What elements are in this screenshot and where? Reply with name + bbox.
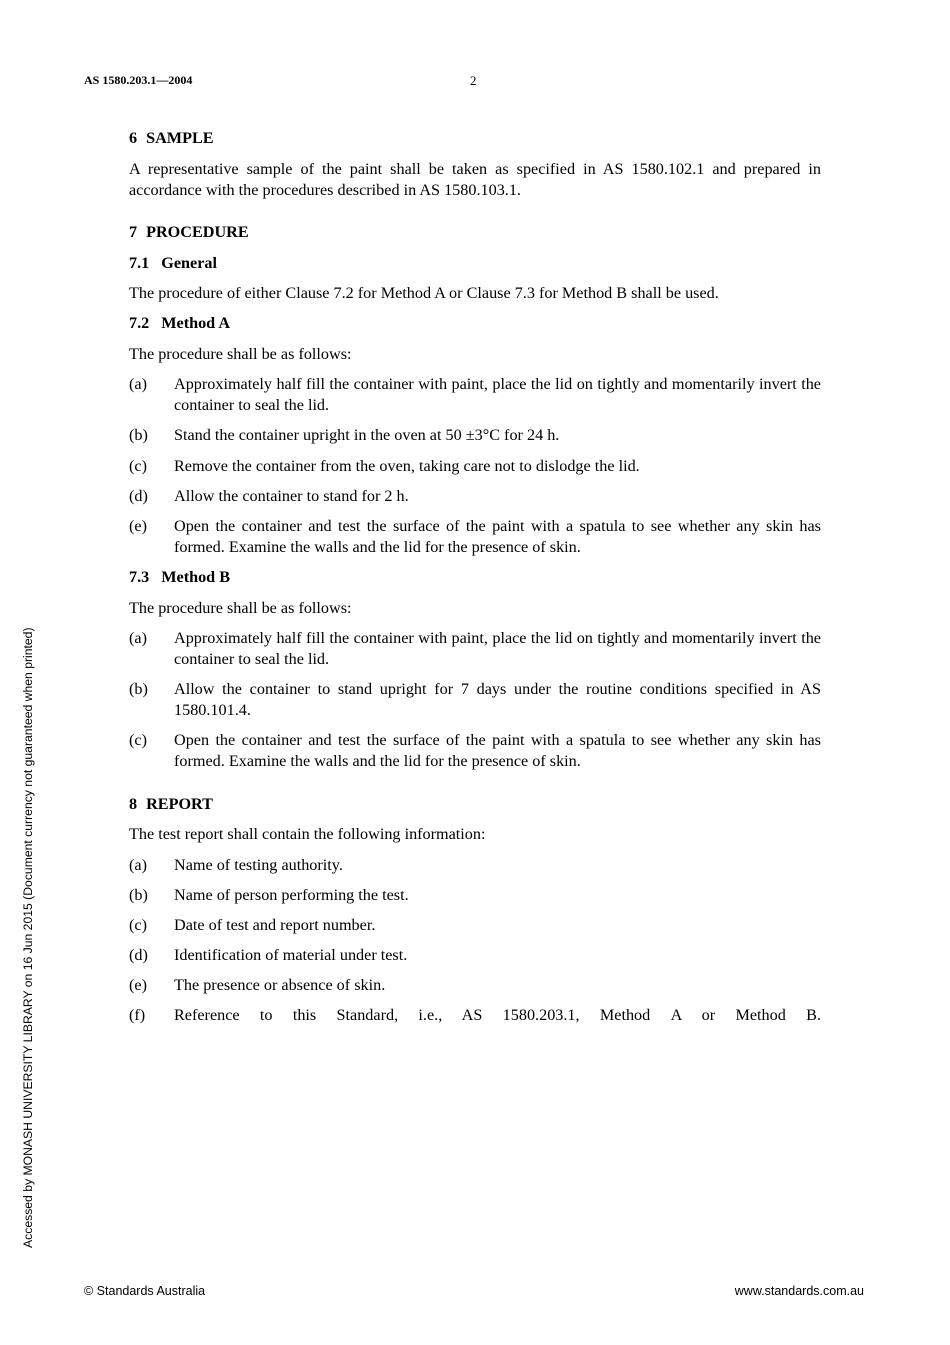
method-b-steps: [129, 628, 821, 772]
report-intro: The test report shall contain the following information:: [129, 825, 486, 843]
list-item-label: (a): [129, 856, 147, 874]
method-b-intro: The procedure shall be as follows:: [129, 599, 352, 617]
subsection-heading-general: [129, 253, 821, 274]
section-title: PROCEDURE: [146, 223, 249, 241]
footer-website: www.standards.com.au: [734, 1284, 864, 1298]
document-body: [129, 128, 821, 1026]
list-item-text: Remove the container from the oven, taking care not to dislodge the lid.: [174, 457, 640, 475]
list-item-text: Open the container and test the surface of the paint with a spatula to see whether any skin has formed. Examine the walls and the lid for the presence of skin.: [174, 517, 821, 556]
list-item-text: Date of test and report number.: [174, 916, 376, 934]
list-item-label: (b): [129, 426, 148, 444]
subsection-number: 7.2: [129, 314, 150, 332]
list-item: [129, 628, 821, 670]
list-item-label: (c): [129, 731, 147, 749]
list-item-label: (a): [129, 629, 147, 647]
list-item-label: (b): [129, 886, 148, 904]
list-item-text: Identification of material under test.: [174, 946, 408, 964]
list-item-text: Name of testing authority.: [174, 856, 343, 874]
list-item-text: Allow the container to stand upright for 7 days under the routine conditions specified in AS 1580.101.4.: [174, 680, 821, 719]
footer-copyright: © Standards Australia: [84, 1284, 206, 1298]
subsection-number: 7.3: [129, 568, 150, 586]
list-item: [129, 1005, 821, 1026]
list-item: [129, 486, 821, 507]
list-item-label: (d): [129, 487, 148, 505]
access-note: Accessed by MONASH UNIVERSITY LIBRARY on 16 Jun 2015 (Document currency not guaranteed when printed): [21, 627, 35, 1248]
list-item: [129, 975, 821, 996]
list-item: [129, 456, 821, 477]
list-item-text: Reference to this Standard, i.e., AS 1580.203.1, Method A or Method B.: [174, 1006, 821, 1024]
section-number: 7: [129, 223, 138, 241]
page-number: 2: [470, 73, 477, 88]
report-items: [129, 855, 821, 1026]
list-item-label: (d): [129, 946, 148, 964]
list-item-text: Allow the container to stand for 2 h.: [174, 487, 409, 505]
subsection-title: Method B: [161, 568, 231, 586]
list-item: [129, 679, 821, 721]
method-a-intro: The procedure shall be as follows:: [129, 345, 352, 363]
list-item-label: (a): [129, 375, 147, 393]
section-number: 6: [129, 129, 138, 147]
subsection-heading-method-a: [129, 313, 821, 334]
list-item-text: Approximately half fill the container with paint, place the lid on tightly and momentarily invert the container to seal the lid.: [174, 629, 821, 668]
list-item-label: (c): [129, 916, 147, 934]
sample-paragraph: A representative sample of the paint shall be taken as specified in AS 1580.102.1 and prepared in accordance with the procedures described in AS 1580.103.1.: [129, 160, 821, 199]
method-a-steps: [129, 374, 821, 558]
list-item-label: (b): [129, 680, 148, 698]
document-id: AS 1580.203.1—2004: [84, 73, 193, 87]
section-heading-sample: [129, 128, 821, 149]
subsection-number: 7.1: [129, 254, 150, 272]
list-item-label: (e): [129, 517, 147, 535]
list-item-text: Open the container and test the surface of the paint with a spatula to see whether any skin has formed. Examine the walls and the lid for the presence of skin.: [174, 731, 821, 770]
list-item: [129, 945, 821, 966]
section-heading-procedure: [129, 222, 821, 243]
subsection-title: Method A: [161, 314, 231, 332]
list-item: [129, 516, 821, 558]
general-paragraph: The procedure of either Clause 7.2 for Method A or Clause 7.3 for Method B shall be used.: [129, 284, 719, 302]
list-item: [129, 425, 821, 446]
list-item-text: Approximately half fill the container with paint, place the lid on tightly and momentarily invert the container to seal the lid.: [174, 375, 821, 414]
list-item: [129, 374, 821, 416]
list-item-text: Stand the container upright in the oven at 50 ±3°C for 24 h.: [174, 426, 560, 444]
list-item: [129, 730, 821, 772]
list-item-text: Name of person performing the test.: [174, 886, 409, 904]
subsection-title: General: [161, 254, 217, 272]
list-item-text: The presence or absence of skin.: [174, 976, 386, 994]
section-number: 8: [129, 795, 138, 813]
list-item: [129, 885, 821, 906]
section-title: REPORT: [146, 795, 213, 813]
list-item: [129, 855, 821, 876]
subsection-heading-method-b: [129, 567, 821, 588]
list-item-label: (e): [129, 976, 147, 994]
section-heading-report: [129, 794, 821, 815]
section-title: SAMPLE: [146, 129, 214, 147]
list-item: [129, 915, 821, 936]
list-item-label: (c): [129, 457, 147, 475]
list-item-label: (f): [129, 1006, 146, 1024]
